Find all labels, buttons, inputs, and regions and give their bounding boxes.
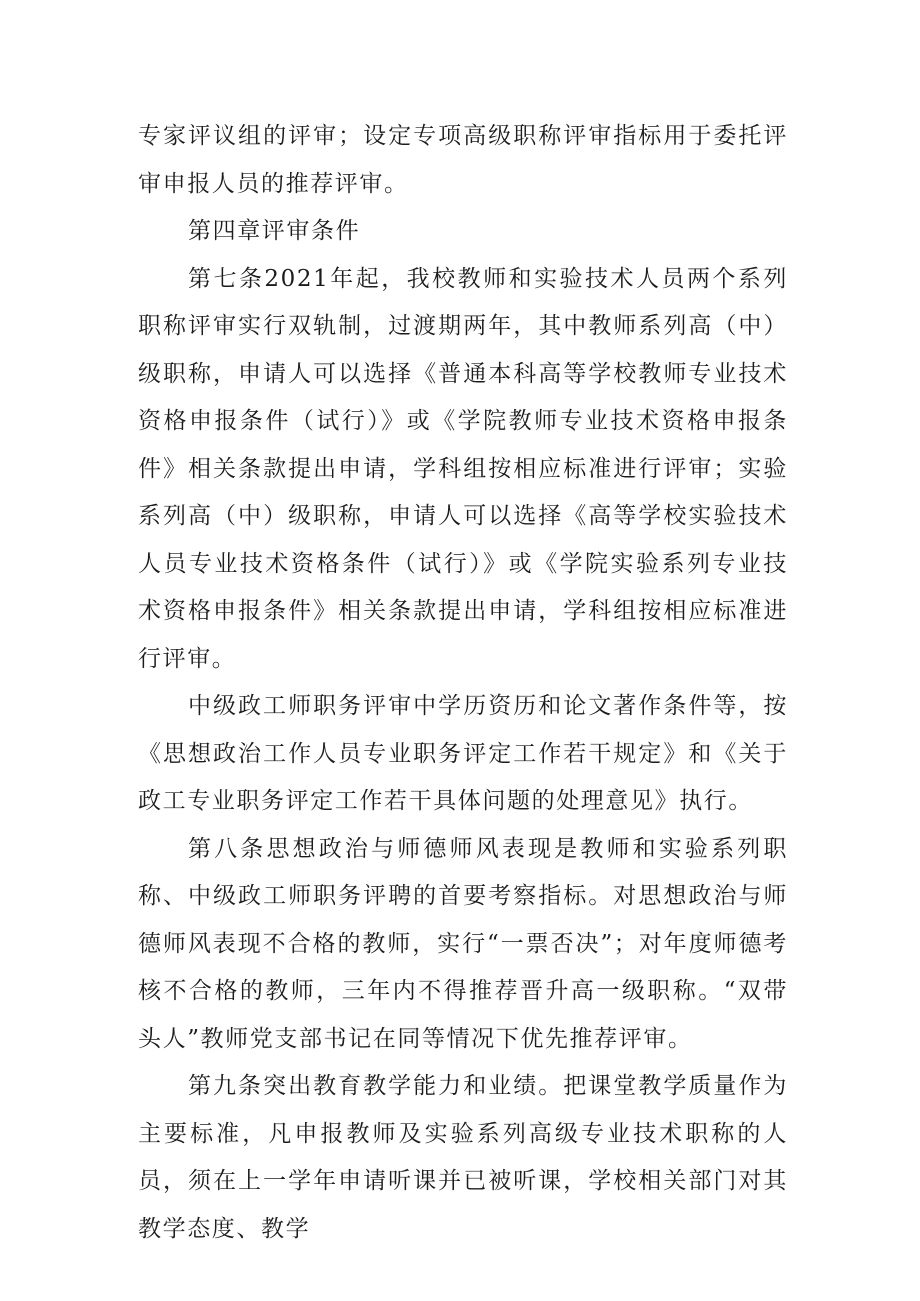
chapter-heading: 第四章评审条件 [188, 218, 361, 244]
document-body [138, 113, 788, 1253]
article-8-paragraph: 第八条思想政治与师德师风表现是教师和实验系列职称、中级政工师职务评聘的首要考察指标。对思想政治与师德师风表现不合格的教师，实行“一票否决”；对年度师德考核不合格的教师，三年内不得推荐晋升高一级职称。“双带头人”教师党支部书记在同等情况下优先推荐评审。 [138, 835, 788, 1052]
article-9-paragraph: 第九条突出教育教学能力和业绩。把课堂教学质量作为主要标准，凡申报教师及实验系列高级专业技术职称的人员，须在上一学年申请听课并已被听课，学校相关部门对其教学态度、教学 [138, 1073, 788, 1242]
paragraph-continuation: 专家评议组的评审；设定专项高级职称评审指标用于委托评审申报人员的推荐评审。 [138, 123, 788, 197]
political-work-paragraph: 中级政工师职务评审中学历资历和论文著作条件等，按《思想政治工作人员专业职务评定工作若干规定》和《关于政工专业职务评定工作若干具体问题的处理意见》执行。 [138, 693, 788, 814]
article-7-paragraph: 第七条2021年起，我校教师和实验技术人员两个系列职称评审实行双轨制，过渡期两年，其中教师系列高（中）级职称，申请人可以选择《普通本科高等学校教师专业技术资格申报条件（试行）》或《学院教师专业技术资格申报条件》相关条款提出申请，学科组按相应标准进行评审；实验系列高（中）级职称，申请人可以选择《高等学校实验技术人员专业技术资格条件（试行）》或《学院实验系列专业技术资格申报条件》相关条款提出申请，学科组按相应标准进行评审。 [138, 265, 788, 672]
